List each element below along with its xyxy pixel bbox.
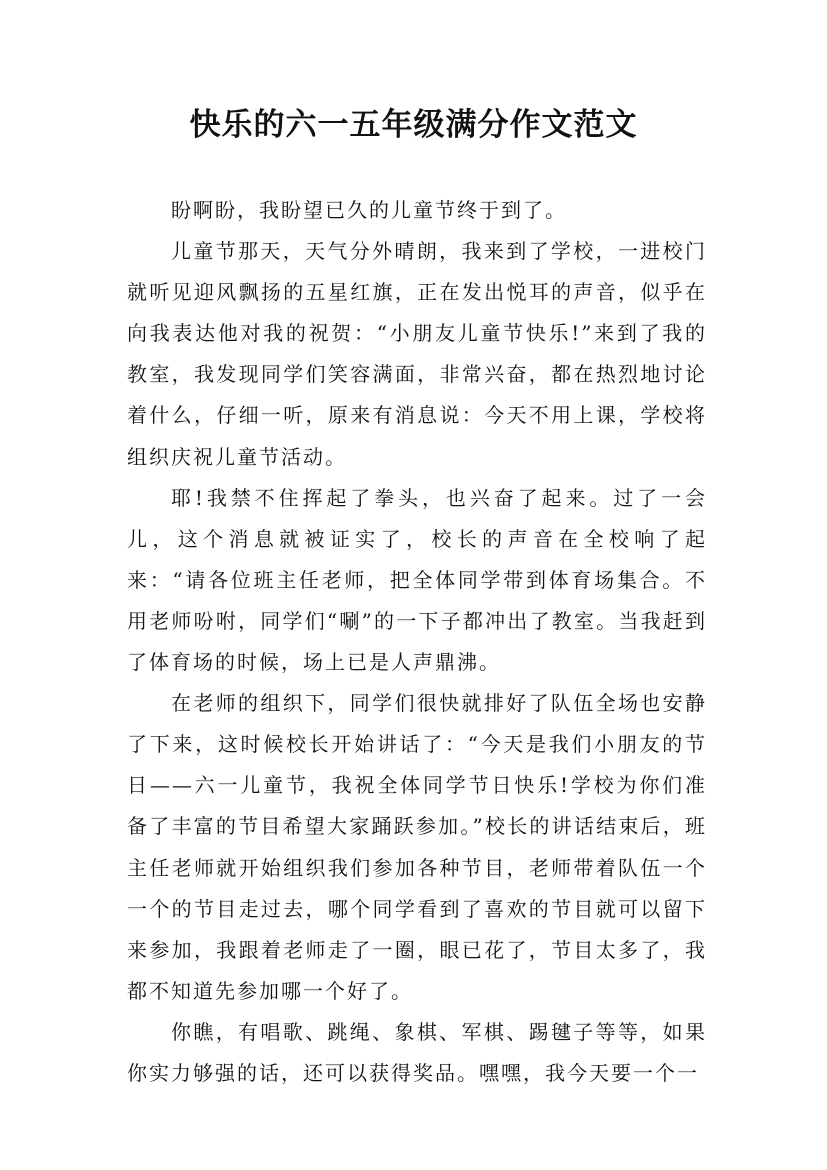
paragraph: 盼啊盼，我盼望已久的儿童节终于到了。 bbox=[171, 198, 567, 222]
paragraph: 耶!我禁不住挥起了拳头，也兴奋了起来。过了一会儿，这个消息就被证实了，校长的声音在全校响了起来：“请各位班主任老师，把全体同学带到体育场集合。不用老师吩咐，同学们“唰”的一下子都冲出了教室。当我赶到了体育场的时候，场上已是人声鼎沸。 bbox=[127, 485, 707, 675]
paragraph: 儿童节那天，天气分外晴朗，我来到了学校，一进校门就听见迎风飘扬的五星红旗，正在发出悦耳的声音，似乎在向我表达他对我的祝贺：“小朋友儿童节快乐!”来到了我的教室，我发现同学们笑容满面，非常兴奋，都在热烈地讨论着什么，仔细一听，原来有消息说：今天不用上课，学校将组织庆祝儿童节活动。 bbox=[127, 239, 707, 469]
paragraph: 在老师的组织下，同学们很快就排好了队伍全场也安静了下来，这时候校长开始讲话了：“今天是我们小朋友的节日——六一儿童节，我祝全体同学节日快乐!学校为你们准备了丰富的节目希望大家踊跃参加。”校长的讲话结束后，班主任老师就开始组织我们参加各种节目，老师带着队伍一个一个的节目走过去，哪个同学看到了喜欢的节目就可以留下来参加，我跟着老师走了一圈，眼已花了，节目太多了，我都不知道先参加哪一个好了。 bbox=[127, 691, 707, 1003]
paragraph: 你瞧，有唱歌、跳绳、象棋、军棋、踢毽子等等，如果你实力够强的话，还可以获得奖品。嘿嘿，我今天要一个一 bbox=[127, 1019, 707, 1085]
document-body bbox=[127, 190, 707, 1094]
document-title: 快乐的六一五年级满分作文范文 bbox=[189, 107, 638, 143]
